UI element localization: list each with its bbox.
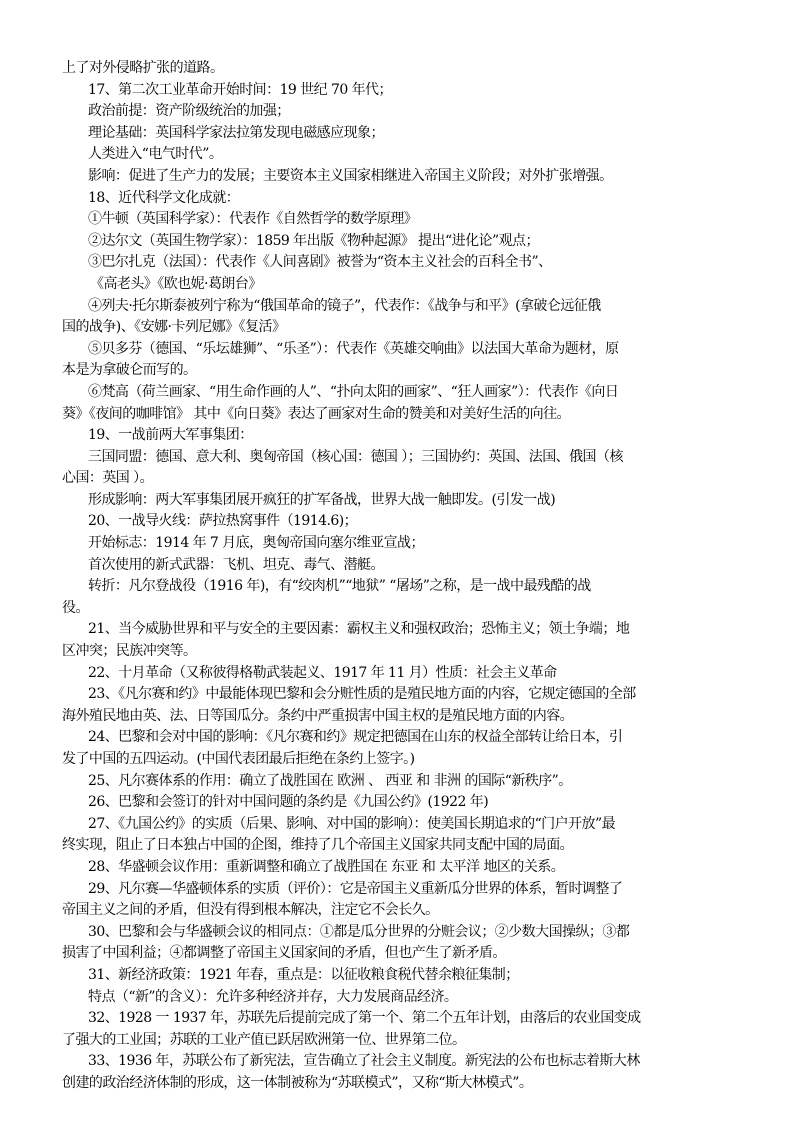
text-line: 转折：凡尔登战役（1916 年)，有“绞肉机”“地狱” “屠场”之称，是一战中最残酷的战 bbox=[88, 578, 591, 595]
text-line: 28、华盛顿会议作用：重新调整和确立了战胜国在 东亚 和 太平洋 地区的关系。 bbox=[88, 858, 565, 875]
text-line: 首次使用的新式武器：飞机、坦克、毒气、潜艇。 bbox=[88, 556, 384, 573]
text-line: 17、第二次工业革命开始时间：19 世纪 70 年代； bbox=[88, 81, 392, 98]
text-line: 21、当今威胁世界和平与安全的主要因素：霸权主义和强权政治；恐怖主义；领土争端；地 bbox=[88, 621, 630, 638]
text-line: 损害了中国利益；④都调整了帝国主义国家间的矛盾，但也产生了新矛盾。 bbox=[62, 945, 506, 962]
text-line: 33、1936 年，苏联公布了新宪法，宣告确立了社会主义制度。新宪法的公布也标志着斯大林 bbox=[88, 1053, 640, 1070]
text-line: 国的战争)、《安娜·卡列尼娜》《复活》 bbox=[62, 319, 286, 336]
text-line: 发了中国的五四运动。(中国代表团最后拒绝在条约上签字。) bbox=[62, 751, 415, 767]
text-line: 影响：促进了生产力的发展；主要资本主义国家相继进入帝国主义阶段；对外扩张增强。 bbox=[88, 167, 613, 184]
text-line: 32、1928 一 1937 年，苏联先后提前完成了第一个、第二个五年计划，由落后的农业国变成 bbox=[88, 1010, 641, 1027]
text-line: 《高老头》《欧也妮·葛朗台》 bbox=[90, 275, 262, 292]
document-page bbox=[62, 58, 722, 1095]
text-line: 人类进入“电气时代”。 bbox=[88, 146, 223, 163]
text-line: 上了对外侵略扩张的道路。 bbox=[62, 60, 224, 76]
text-line: 特点（“新”的含义）：允许多种经济并存，大力发展商品经济。 bbox=[88, 988, 458, 1005]
text-line: ①牛顿（英国科学家）：代表作《自然哲学的数学原理》 bbox=[88, 211, 418, 228]
text-line: 了强大的工业国；苏联的工业产值已跃居欧洲第一位、世界第二位。 bbox=[62, 1031, 466, 1048]
text-line: 30、巴黎和会与华盛顿会议的相同点：①都是瓜分世界的分赃会议；②少数大国操纵；③都 bbox=[88, 923, 630, 940]
text-line: 18、近代科学文化成就： bbox=[88, 189, 240, 206]
text-line: 开始标志：1914 年 7 月底，奥匈帝国向塞尔维亚宣战； bbox=[88, 535, 424, 552]
text-line: 25、凡尔赛体系的作用：确立了战胜国在 欧洲 、 西亚 和 非洲 的国际“新秩序”。 bbox=[88, 772, 572, 789]
text-line: 海外殖民地由英、法、日等国瓜分。条约中严重损害中国主权的是殖民地方面的内容。 bbox=[62, 707, 574, 724]
text-line: 终实现，阻止了日本独占中国的企图，维持了几个帝国主义国家共同支配中国的局面。 bbox=[62, 837, 574, 854]
text-line: 20、一战导火线：萨拉热窝事件（1914.6)； bbox=[88, 513, 358, 530]
text-line: 区冲突；民族冲突等。 bbox=[62, 643, 197, 660]
text-line: 三国同盟：德国、意大利、奥匈帝国（核心国：德国 ）；三国协约：英国、法国、俄国（核 bbox=[88, 448, 623, 465]
text-line: 22、十月革命（又称彼得格勒武装起义、1917 年 11 月）性质：社会主义革命 bbox=[88, 664, 557, 681]
text-line: 27、《九国公约》的实质（后果、影响、对中国的影响）：使美国长期追求的“门户开放”最 bbox=[88, 815, 616, 832]
text-line: 24、巴黎和会对中国的影响：《凡尔赛和约》规定把德国在山东的权益全部转让给日本，引 bbox=[88, 729, 623, 746]
text-line: 心国：英国 ）。 bbox=[62, 470, 154, 487]
text-line: 26、巴黎和会签订的针对中国问题的条约是《九国公约》(1922 年) bbox=[88, 794, 489, 811]
text-line: 19、一战前两大军事集团： bbox=[88, 427, 253, 444]
text-line: ③巴尔扎克（法国）：代表作《人间喜剧》被誉为“资本主义社会的百科全书”、 bbox=[88, 254, 552, 271]
text-line: 本是为拿破仑而写的。 bbox=[62, 362, 197, 379]
text-line: ②达尔文（英国生物学家）：1859 年出版《物种起源》 提出“进化论”观点； bbox=[88, 232, 539, 249]
text-line: 理论基础：英国科学家法拉第发现电磁感应现象； bbox=[88, 124, 384, 141]
text-line: 帝国主义之间的矛盾，但没有得到根本解决，注定它不会长久。 bbox=[62, 902, 439, 919]
text-line: ⑥梵高（荷兰画家、“用生命作画的人”、“扑向太阳的画家”、“狂人画家”）：代表作《向日 bbox=[88, 383, 619, 400]
text-line: 创建的政治经济体制的形成，这一体制被称为“苏联模式”，又称“斯大林模式”。 bbox=[62, 1074, 533, 1091]
text-line: ④列夫·托尔斯泰被列宁称为“俄国革命的镜子”，代表作：《战争与和平》(拿破仑远征俄 bbox=[88, 297, 601, 314]
text-line: 23、《凡尔赛和约》中最能体现巴黎和会分赃性质的是殖民地方面的内容，它规定德国的全部 bbox=[88, 686, 636, 703]
text-line: 形成影响：两大军事集团展开疯狂的扩军备战，世界大战一触即发。(引发一战) bbox=[88, 491, 556, 508]
text-line: 31、新经济政策：1921 年春，重点是：以征收粮食税代替余粮征集制； bbox=[88, 966, 519, 983]
text-line: 29、凡尔赛—华盛顿体系的实质（评价）：它是帝国主义重新瓜分世界的体系，暂时调整了 bbox=[88, 880, 623, 897]
text-line: 政治前提：资产阶级统治的加强； bbox=[88, 103, 290, 120]
text-line: 役。 bbox=[62, 599, 89, 616]
text-line: ⑤贝多芬（德国、“乐坛雄狮”、“乐圣”）：代表作《英雄交响曲》以法国大革命为题材，原 bbox=[88, 340, 619, 357]
text-line: 葵》《夜间的咖啡馆》 其中《向日葵》表达了画家对生命的赞美和对美好生活的向往。 bbox=[62, 405, 570, 422]
